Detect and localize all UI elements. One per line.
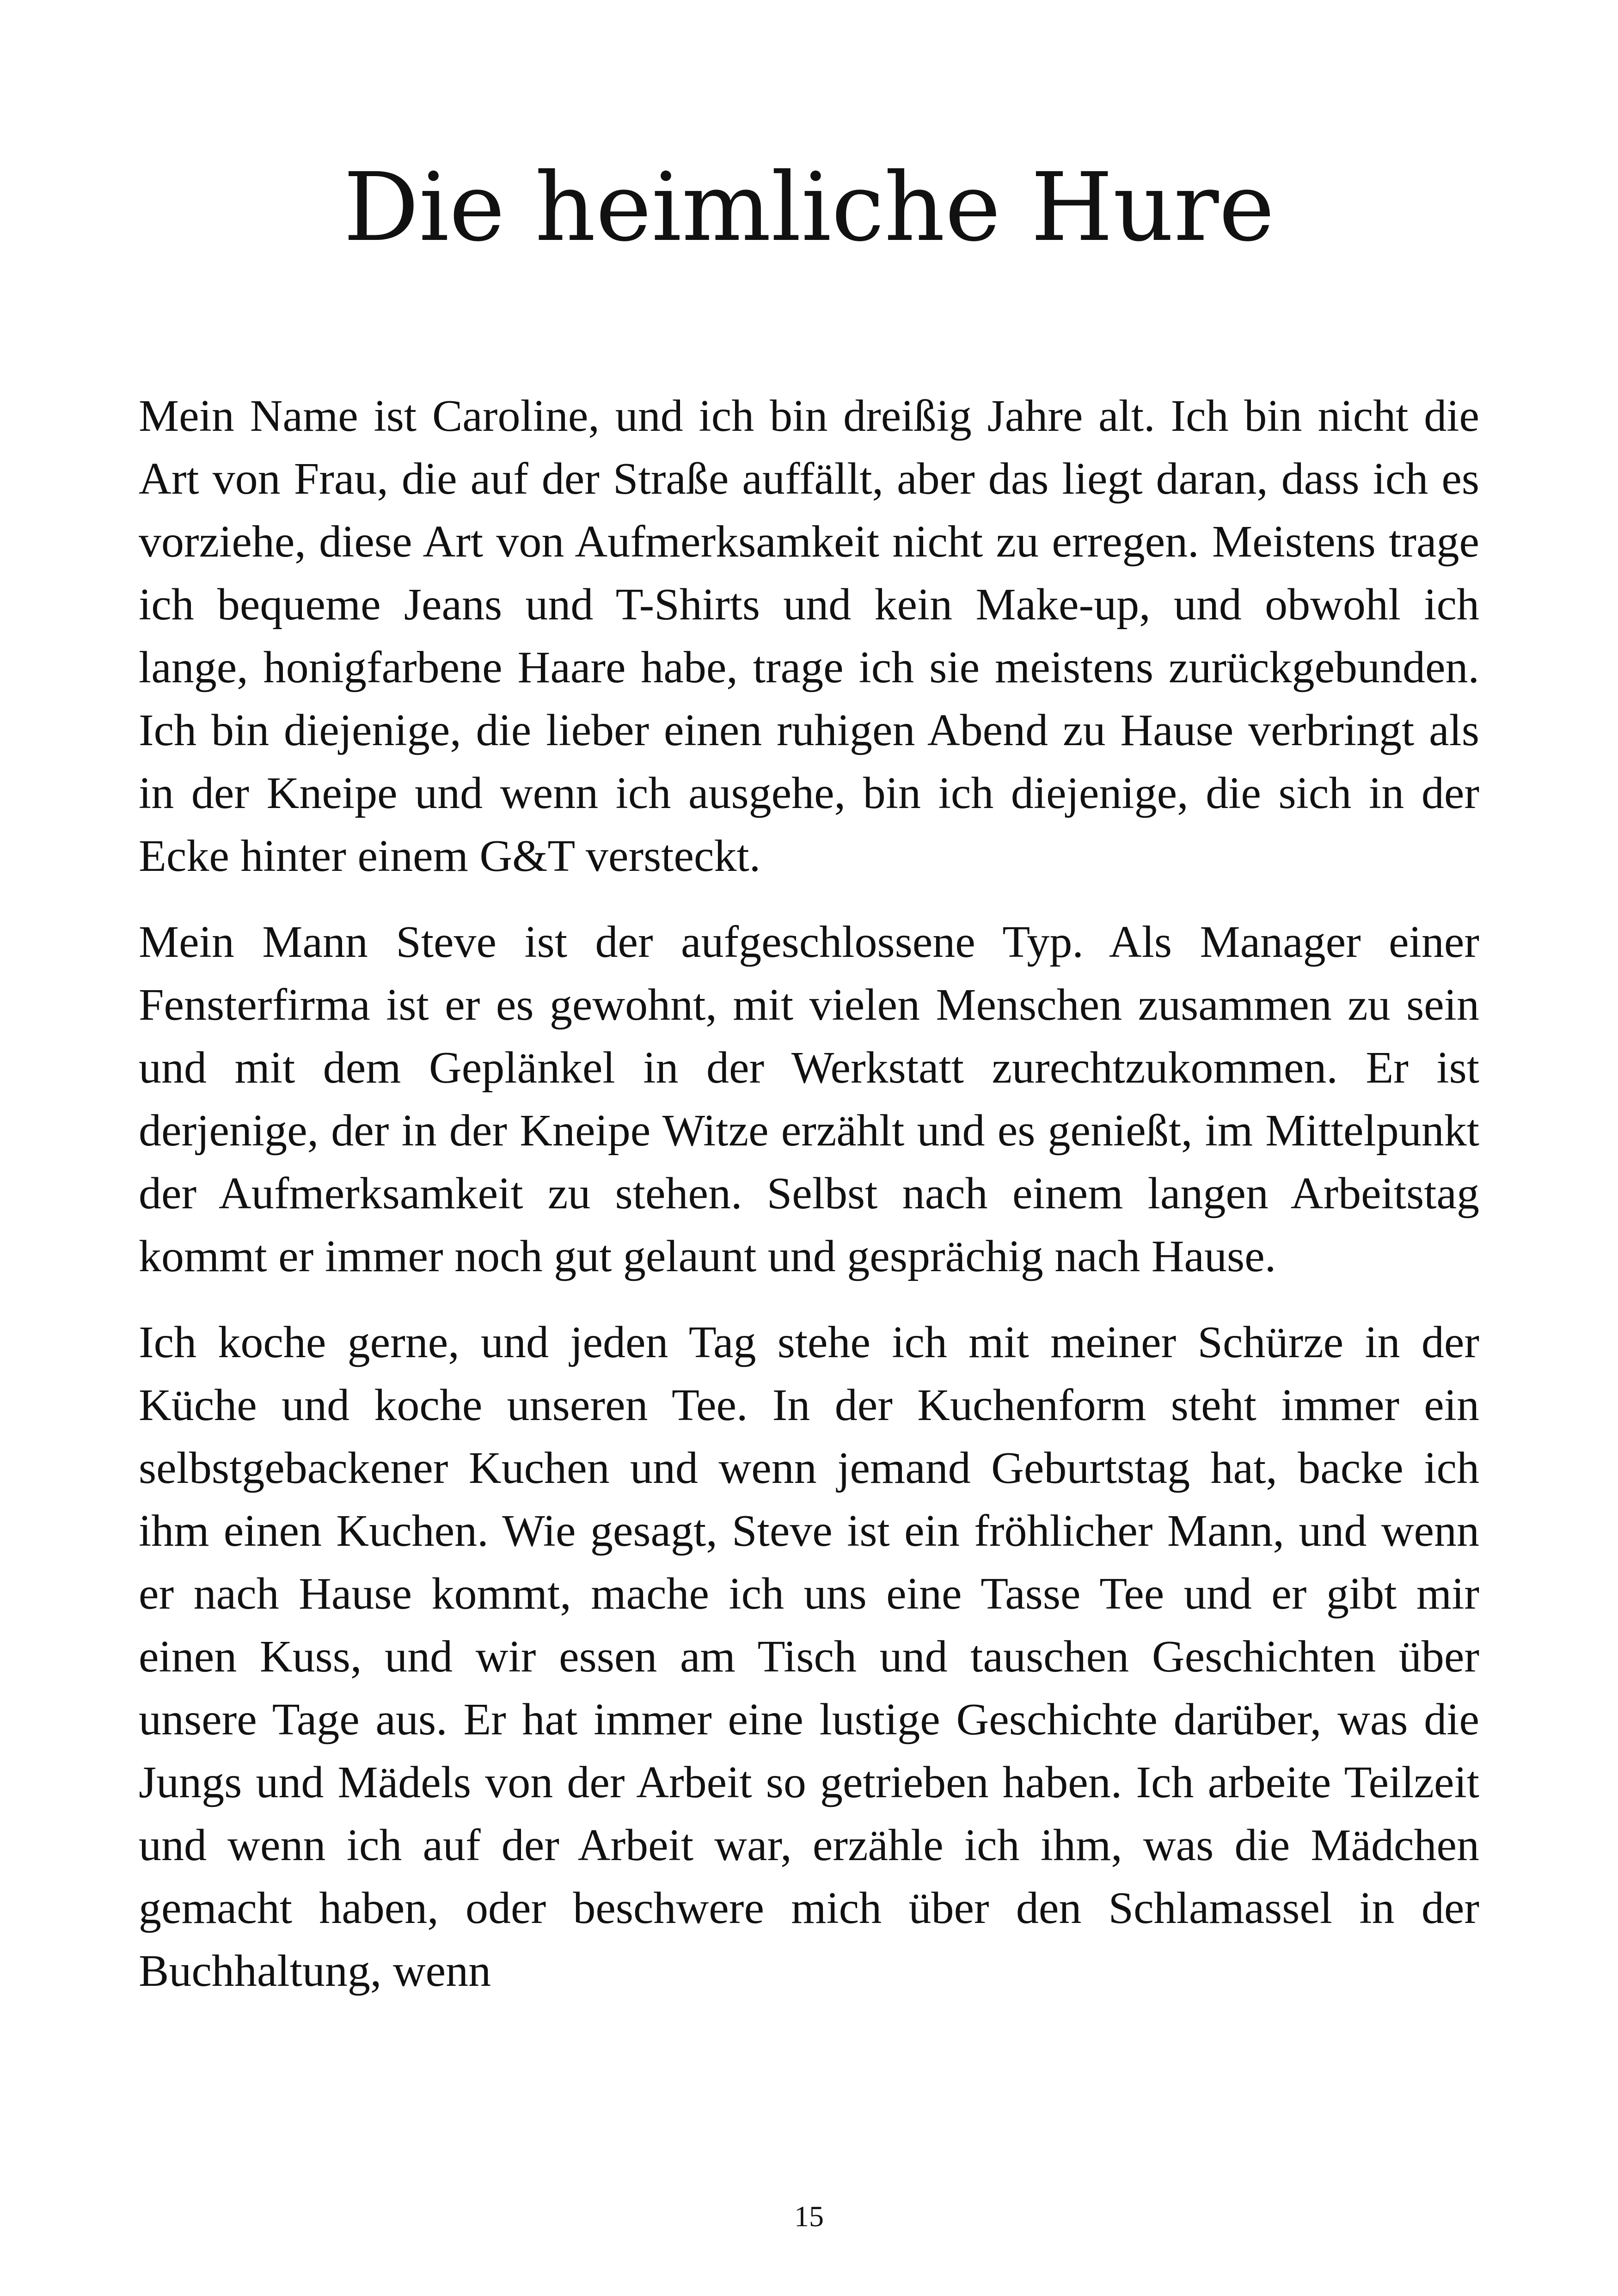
body-text — [139, 385, 1479, 2026]
paragraph-3: Ich koche gerne, und jeden Tag stehe ich mit meiner Schürze in der Küche und koche unseren Tee. In der Kuchenform steht immer ein selbstgebackener Kuchen und wenn jemand Geburtstag hat, backe ich ihm einen Kuchen. Wie gesagt, Steve ist ein fröhlicher Mann, und wenn er nach Hause kommt, mache ich uns eine Tasse Tee und er gibt mir einen Kuss, und wir essen am Tisch und tauschen Geschichten über unsere Tage aus. Er hat immer eine lustige Geschichte darüber, was die Jungs und Mädels von der Arbeit so getrieben haben. Ich arbeite Teilzeit und wenn ich auf der Arbeit war, erzähle ich ihm, was die Mädchen gemacht haben, oder beschwere mich über den Schlamassel in der Buchhaltung, wenn — [139, 1317, 1479, 1996]
chapter-title: Die heimliche Hure — [343, 153, 1275, 263]
paragraph-1: Mein Name ist Caroline, und ich bin dreißig Jahre alt. Ich bin nicht die Art von Frau, die auf der Straße auffällt, aber das liegt daran, dass ich es vorziehe, diese Art von Aufmerksamkeit nicht zu erregen. Meistens trage ich bequeme Jeans und T-Shirts und kein Make-up, und obwohl ich lange, honigfarbene Haare habe, trage ich sie meistens zurückgebunden. Ich bin diejenige, die lieber einen ruhigen Abend zu Hause verbringt als in der Kneipe und wenn ich ausgehe, bin ich diejenige, die sich in der Ecke hinter einem G&T versteckt. — [139, 391, 1479, 881]
paragraph-2: Mein Mann Steve ist der aufgeschlossene Typ. Als Manager einer Fensterfirma ist er es gewohnt, mit vielen Menschen zusammen zu sein und mit dem Geplänkel in der Werkstatt zurechtzukommen. Er ist derjenige, der in der Kneipe Witze erzählt und es genießt, im Mittelpunkt der Aufmerksamkeit zu stehen. Selbst nach einem langen Arbeitstag kommt er immer noch gut gelaunt und gesprächig nach Hause. — [139, 917, 1479, 1281]
page-number: 15 — [794, 2200, 824, 2233]
